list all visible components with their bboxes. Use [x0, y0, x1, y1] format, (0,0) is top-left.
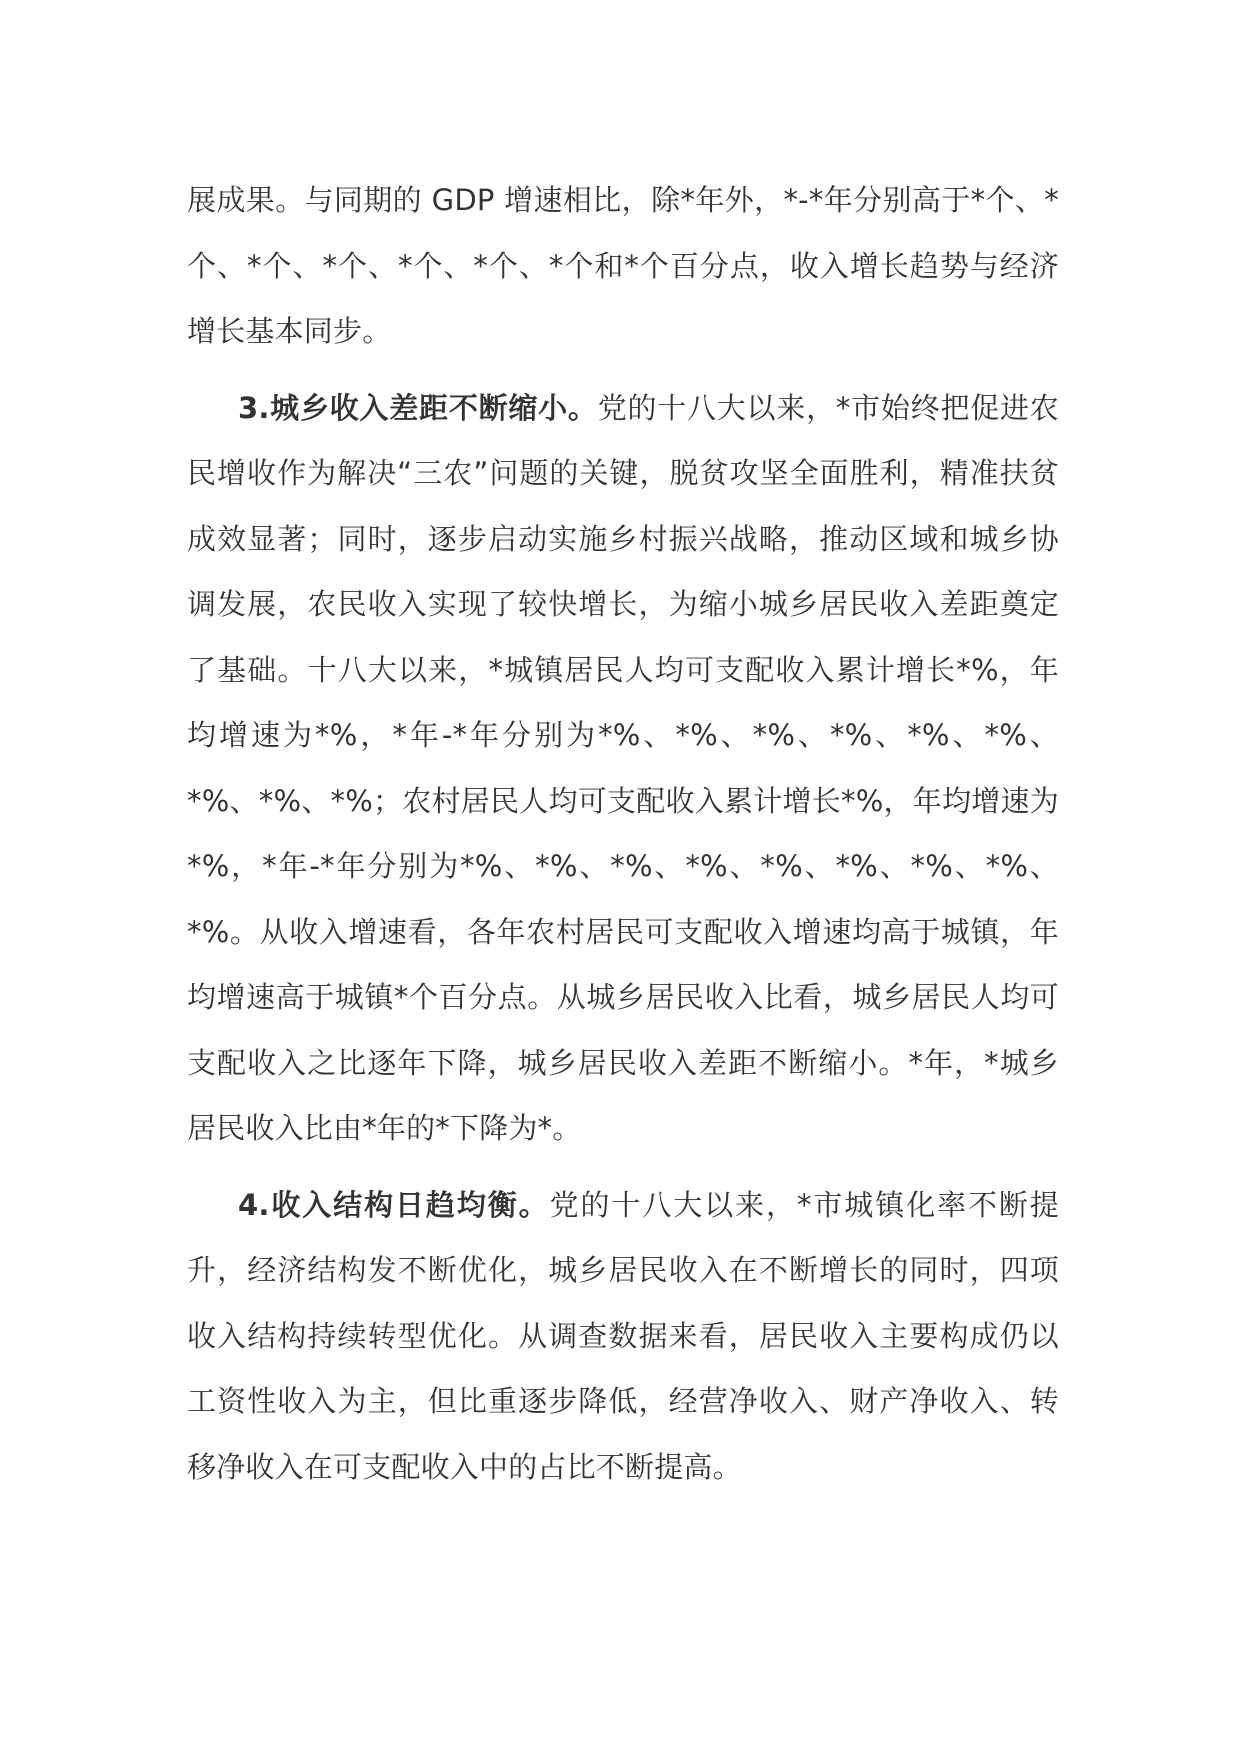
- paragraph-income-structure: [187, 1173, 1059, 1501]
- paragraph-gdp-growth: [187, 168, 1059, 365]
- paragraph-text: 展成果。与同期的 GDP 增速相比，除*年外，*-*年分别高于*个、*个、*个、*个、*个、*个、*个和*个百分点，收入增长趋势与经济增长基本同步。: [187, 183, 1059, 348]
- paragraph-urban-rural-gap: [187, 376, 1059, 1162]
- text-column: [187, 168, 1059, 1500]
- section-heading: 3.城乡收入差距不断缩小。: [238, 390, 598, 425]
- paragraph-text: 党的十八大以来，*市始终把促进农民增收作为解决“三农”问题的关键，脱贫攻坚全面胜利，精准扶贫成效显著；同时，逐步启动实施乡村振兴战略，推动区域和城乡协调发展，农民收入实现了较快增长，为缩小城乡居民收入差距奠定了基础。十八大以来，*城镇居民人均可支配收入累计增长*%，年均增速为*%，*年-*年分别为*%、*%、*%、*%、*%、*%、*%、*%、*%；农村居民人均可支配收入累计增长*%，年均增速为*%，*年-*年分别为*%、*%、*%、*%、*%、*%、*%、*%、*%。从收入增速看，各年农村居民可支配收入增速均高于城镇，年均增速高于城镇*个百分点。从城乡居民收入比看，城乡居民人均可支配收入之比逐年下降，城乡居民收入差距不断缩小。*年，*城乡居民收入比由*年的*下降为*。: [187, 390, 1059, 1145]
- section-heading: 4.收入结构日趋均衡。: [238, 1187, 550, 1222]
- paragraph-text: 党的十八大以来，*市城镇化率不断提升，经济结构发不断优化，城乡居民收入在不断增长的同时，四项收入结构持续转型优化。从调查数据来看，居民收入主要构成仍以工资性收入为主，但比重逐步降低，经营净收入、财产净收入、转移净收入在可支配收入中的占比不断提高。: [187, 1187, 1059, 1484]
